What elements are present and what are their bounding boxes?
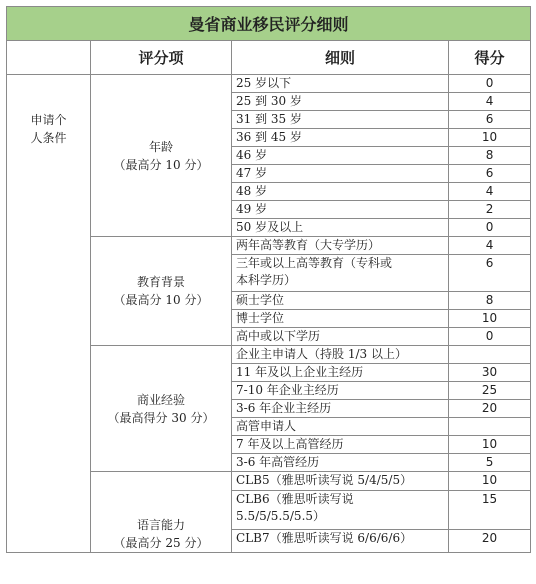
row-score: 0	[449, 219, 531, 237]
row-detail: 25 到 30 岁	[232, 93, 449, 111]
row-score: 0	[449, 328, 531, 346]
row-score: 10	[449, 436, 531, 454]
row-detail-line1: CLB6（雅思听读写说	[236, 491, 354, 506]
row-score: 2	[449, 201, 531, 219]
row-detail	[232, 490, 449, 529]
row-score	[449, 346, 531, 364]
row-detail: 50 岁及以上	[232, 219, 449, 237]
row-score: 0	[449, 75, 531, 93]
row-score: 30	[449, 364, 531, 382]
group-business	[91, 346, 232, 472]
row-score	[449, 418, 531, 436]
row-detail-line2: 本科学历）	[236, 273, 297, 287]
row-detail: 31 到 35 岁	[232, 111, 449, 129]
category-line2: 人条件	[30, 131, 67, 145]
row-detail: 25 岁以下	[232, 75, 449, 93]
row-score: 10	[449, 472, 531, 491]
row-score: 10	[449, 310, 531, 328]
row-score: 15	[449, 490, 531, 529]
row-score: 4	[449, 93, 531, 111]
row-detail: 7-10 年企业主经历	[232, 382, 449, 400]
row-score: 4	[449, 183, 531, 201]
row-detail-line2: 5.5/5/5.5/5.5）	[236, 508, 326, 523]
row-detail: 高管申请人	[232, 418, 449, 436]
row-detail: 11 年及以上企业主经历	[232, 364, 449, 382]
header-row	[7, 41, 531, 75]
row-score: 5	[449, 454, 531, 472]
row-score: 25	[449, 382, 531, 400]
row-score: 6	[449, 255, 531, 292]
table-title: 曼省商业移民评分细则	[7, 7, 531, 41]
header-item: 评分项	[91, 41, 232, 75]
row-detail: 企业主申请人（持股 1/3 以上）	[232, 346, 449, 364]
row-score: 8	[449, 147, 531, 165]
row-score: 4	[449, 237, 531, 255]
category-line1: 申请个	[30, 113, 67, 127]
row-detail: 7 年及以上高管经历	[232, 436, 449, 454]
group-education	[91, 237, 232, 346]
row-score: 20	[449, 400, 531, 418]
row-score: 20	[449, 529, 531, 552]
header-score: 得分	[449, 41, 531, 75]
table-row	[7, 75, 531, 93]
group-max: （最高分 10 分）	[113, 293, 209, 307]
row-score: 6	[449, 111, 531, 129]
row-detail: 47 岁	[232, 165, 449, 183]
row-detail: 46 岁	[232, 147, 449, 165]
row-detail: 49 岁	[232, 201, 449, 219]
row-detail: 36 到 45 岁	[232, 129, 449, 147]
row-detail: CLB7（雅思听读写说 6/6/6/6）	[232, 529, 449, 552]
group-name: 教育背景	[136, 275, 185, 289]
group-name: 语言能力	[136, 518, 185, 532]
row-score: 10	[449, 129, 531, 147]
row-detail: 3-6 年高管经历	[232, 454, 449, 472]
title-row	[7, 7, 531, 41]
group-max: （最高得分 30 分）	[107, 410, 215, 425]
category-cell	[7, 75, 91, 553]
scoring-table	[6, 6, 531, 553]
group-name: 商业经验	[136, 392, 185, 407]
header-blank	[7, 41, 91, 75]
row-detail-line1: 三年或以上高等教育（专科或	[236, 256, 393, 270]
row-score: 8	[449, 292, 531, 310]
row-detail: 48 岁	[232, 183, 449, 201]
row-detail: 硕士学位	[232, 292, 449, 310]
header-detail: 细则	[232, 41, 449, 75]
group-language	[91, 472, 232, 553]
row-detail: 3-6 年企业主经历	[232, 400, 449, 418]
group-max: （最高分 10 分）	[113, 157, 209, 172]
group-max: （最高分 25 分）	[113, 536, 209, 550]
row-score: 6	[449, 165, 531, 183]
row-detail: 高中或以下学历	[232, 328, 449, 346]
row-detail: 两年高等教育（大专学历）	[232, 237, 449, 255]
group-name: 年龄	[148, 139, 173, 154]
row-detail: 博士学位	[232, 310, 449, 328]
group-age	[91, 75, 232, 237]
row-detail: CLB5（雅思听读写说 5/4/5/5）	[232, 472, 449, 491]
row-detail	[232, 255, 449, 292]
